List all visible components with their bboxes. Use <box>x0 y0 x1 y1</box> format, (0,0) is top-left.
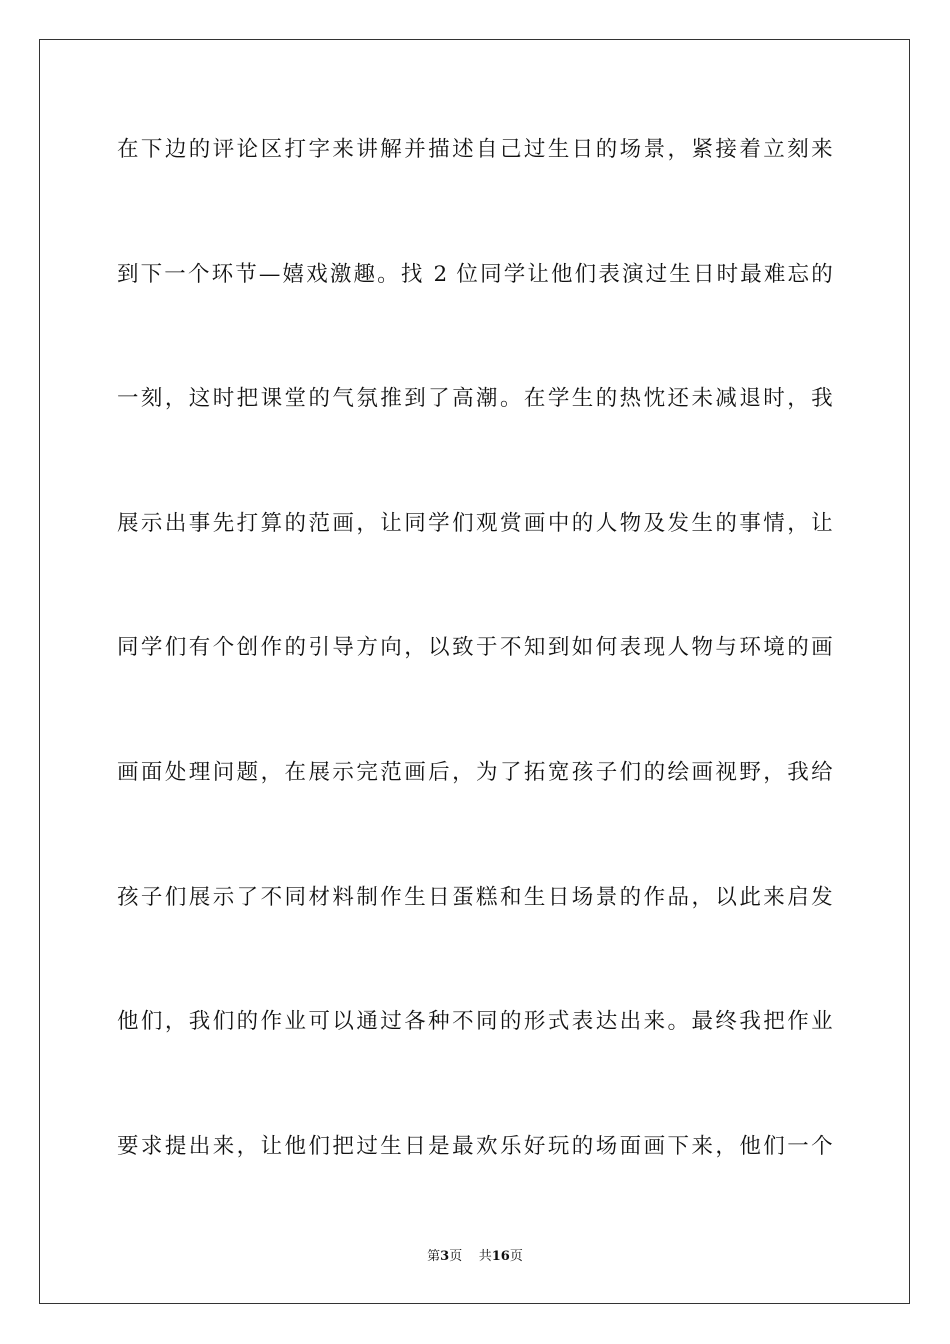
page-footer <box>0 1247 950 1267</box>
text-line-7: 孩子们展示了不同材料制作生日蛋糕和生日场景的作品，以此来启发 <box>117 884 833 910</box>
text-line-5: 同学们有个创作的引导方向，以致于不知到如何表现人物与环境的画 <box>117 635 833 661</box>
current-page-number: 3 <box>440 1249 450 1264</box>
text-line-8: 他们，我们的作业可以通过各种不同的形式表达出来。最终我把作业 <box>117 1009 833 1035</box>
page-prefix: 第 <box>427 1249 441 1264</box>
text-line-1: 在下边的评论区打字来讲解并描述自己过生日的场景，紧接着立刻来 <box>117 137 833 162</box>
text-line-2: 到下一个环节—嬉戏激趣。找 2 位同学让他们表演过生日时最难忘的 <box>117 261 833 287</box>
page-suffix: 页 <box>449 1249 463 1264</box>
total-prefix: 共 <box>478 1249 492 1264</box>
total-page-count: 16 <box>491 1249 510 1264</box>
body-text <box>117 120 833 1241</box>
text-line-9: 要求提出来，让他们把过生日是最欢乐好玩的场面画下来，他们一个 <box>117 1133 833 1159</box>
text-line-4: 展示出事先打算的范画，让同学们观赏画中的人物及发生的事情，让 <box>117 510 833 536</box>
total-suffix: 页 <box>509 1249 523 1264</box>
text-line-3: 一刻，这时把课堂的气氛推到了高潮。在学生的热忱还未减退时，我 <box>117 386 833 412</box>
text-line-6: 画面处理问题，在展示完范画后，为了拓宽孩子们的绘画视野，我给 <box>117 759 833 785</box>
